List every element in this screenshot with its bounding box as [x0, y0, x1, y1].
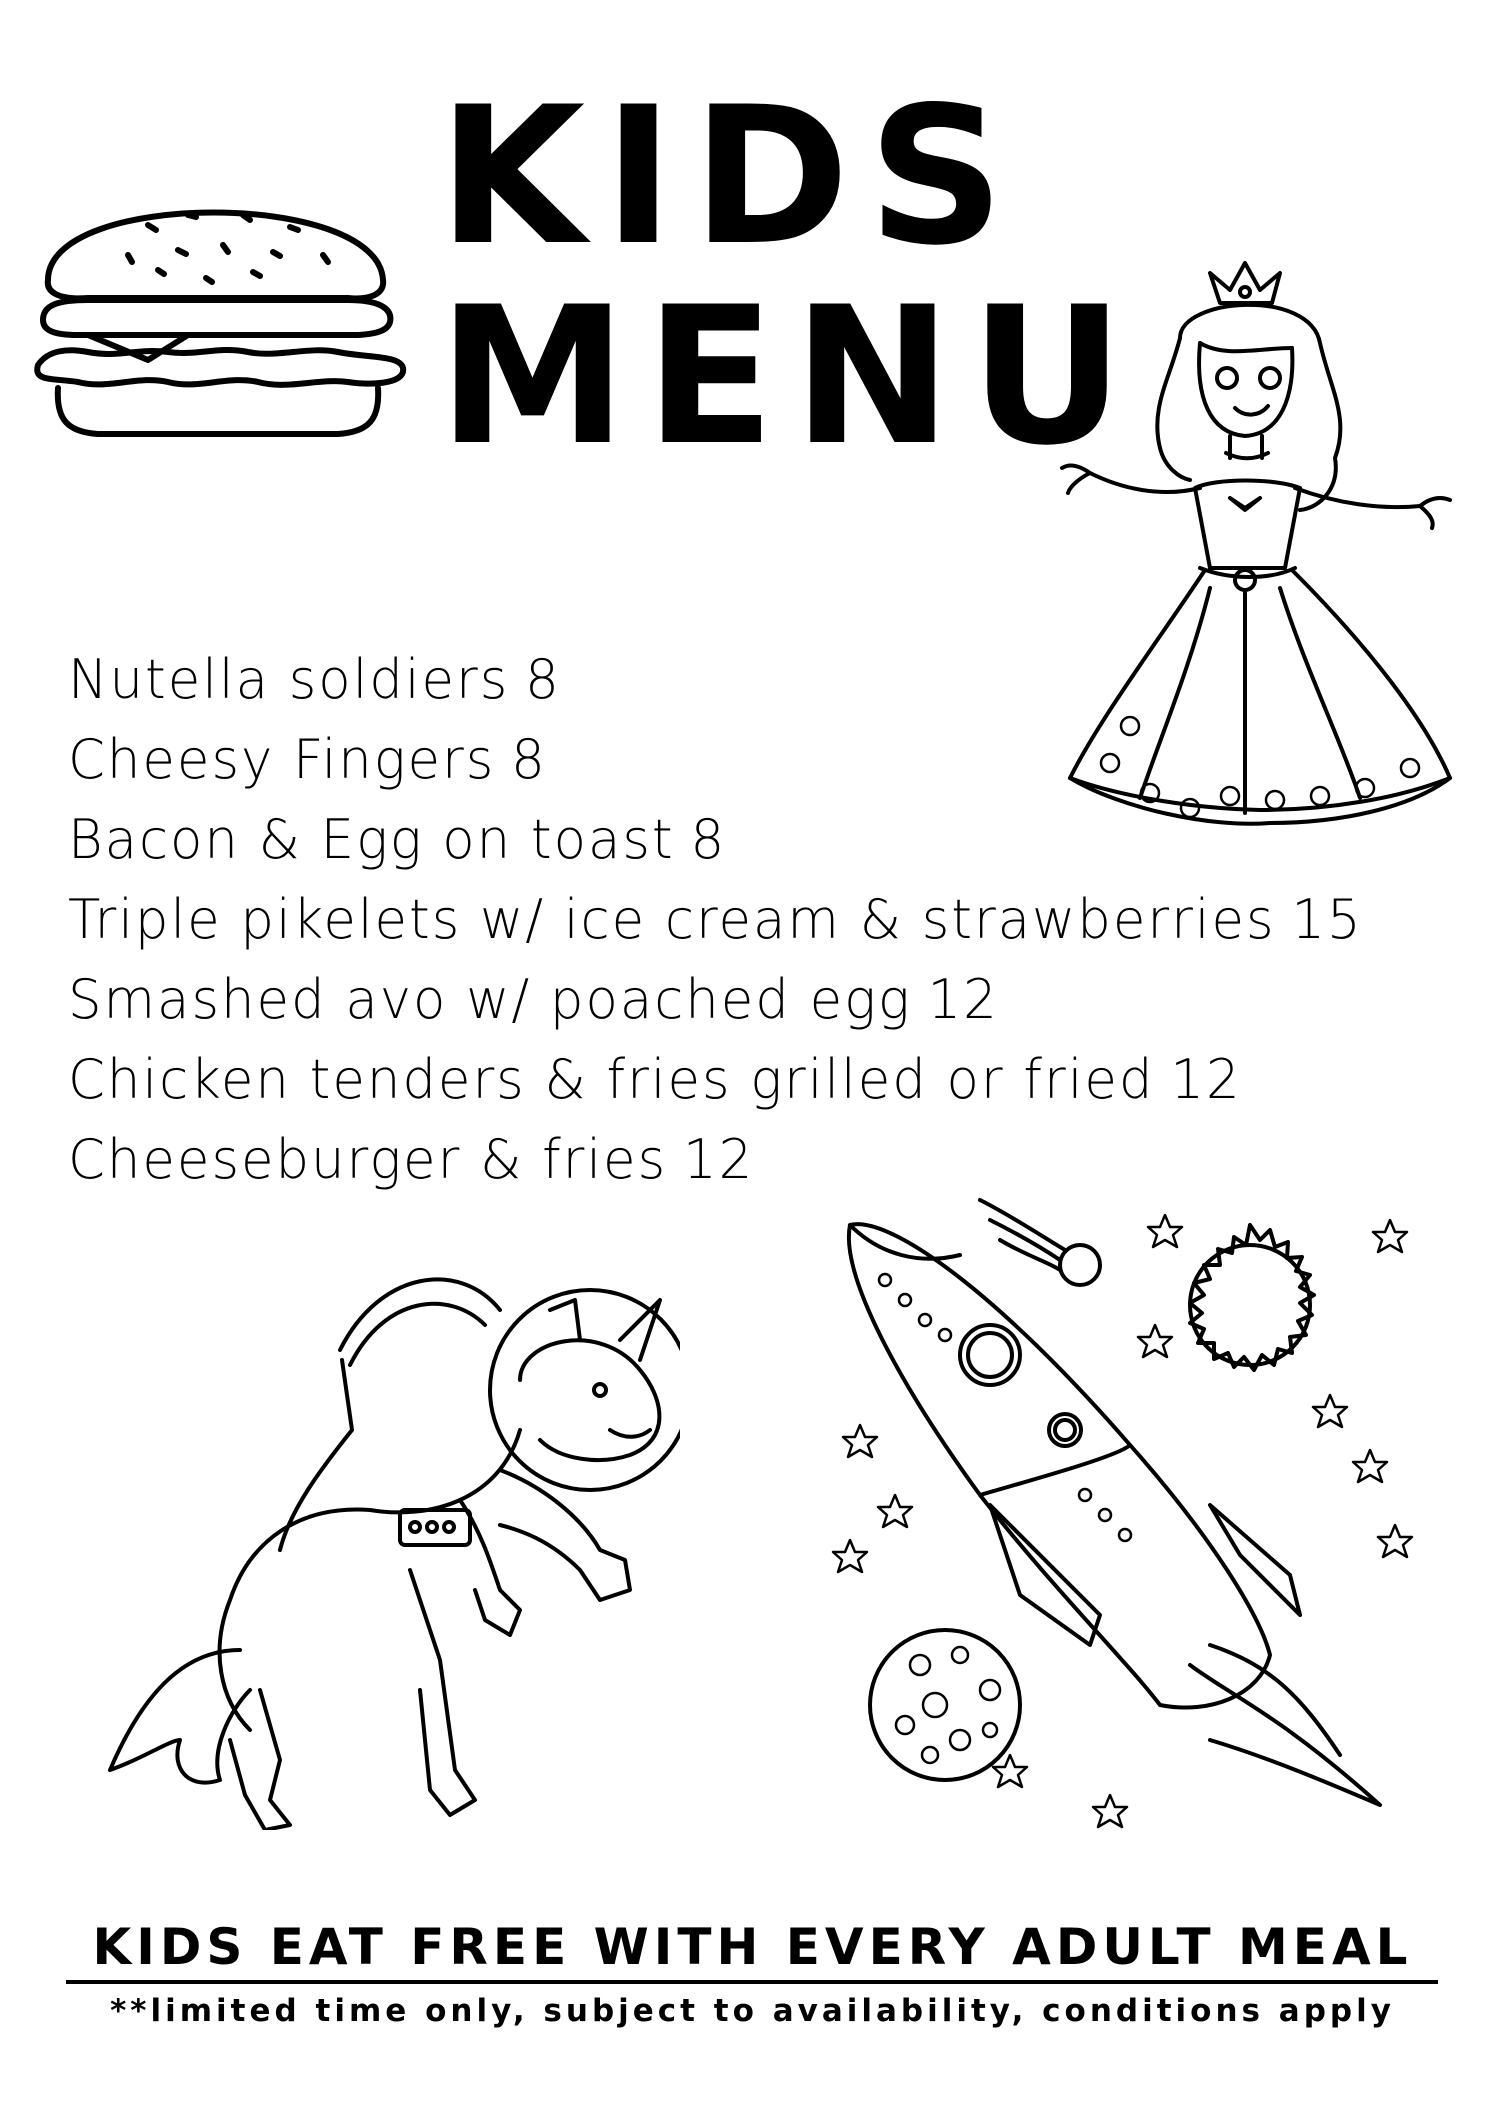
menu-title-line2: MENU	[438, 266, 1143, 487]
menu-item-price: 8	[511, 728, 547, 791]
menu-item-name: Triple pikelets w/ ice cream & strawberries	[68, 888, 1276, 951]
menu-item-name: Cheesy Fingers	[68, 728, 496, 791]
menu-item	[68, 720, 1363, 800]
menu-item	[68, 880, 1363, 960]
menu-item	[68, 960, 1363, 1040]
terms-note: **limited time only, subject to availability, conditions apply	[110, 1993, 1395, 2029]
menu-item-name: Nutella soldiers	[68, 648, 510, 711]
menu-item-price: 8	[525, 648, 561, 711]
burger-icon	[28, 170, 408, 450]
menu-list	[68, 640, 1389, 1200]
menu-title-line1: KIDS	[438, 66, 1023, 287]
menu-item-price: 8	[690, 808, 727, 871]
menu-item-price: 12	[927, 968, 999, 1031]
menu-item-name: Bacon & Egg on toast	[68, 808, 675, 871]
promo-underline	[66, 1980, 1438, 1984]
menu-item	[68, 800, 1363, 880]
rocket-space-illustration	[830, 1195, 1430, 1875]
menu-item-name: Cheeseburger & fries	[68, 1128, 668, 1191]
menu-item-name: Smashed avo w/ poached egg	[68, 968, 912, 1031]
free-meal-promo: KIDS EAT FREE WITH EVERY ADULT MEAL	[92, 1918, 1413, 1976]
menu-item-price: 12	[682, 1128, 755, 1191]
menu-item	[68, 1120, 1363, 1200]
astronaut-unicorn-illustration	[80, 1270, 680, 1830]
menu-item-price: 15	[1291, 888, 1363, 951]
menu-item	[68, 640, 1363, 720]
menu-item	[68, 1040, 1363, 1120]
menu-item-name: Chicken tenders & fries grilled or fried	[68, 1048, 1155, 1111]
menu-item-price: 12	[1170, 1048, 1242, 1111]
